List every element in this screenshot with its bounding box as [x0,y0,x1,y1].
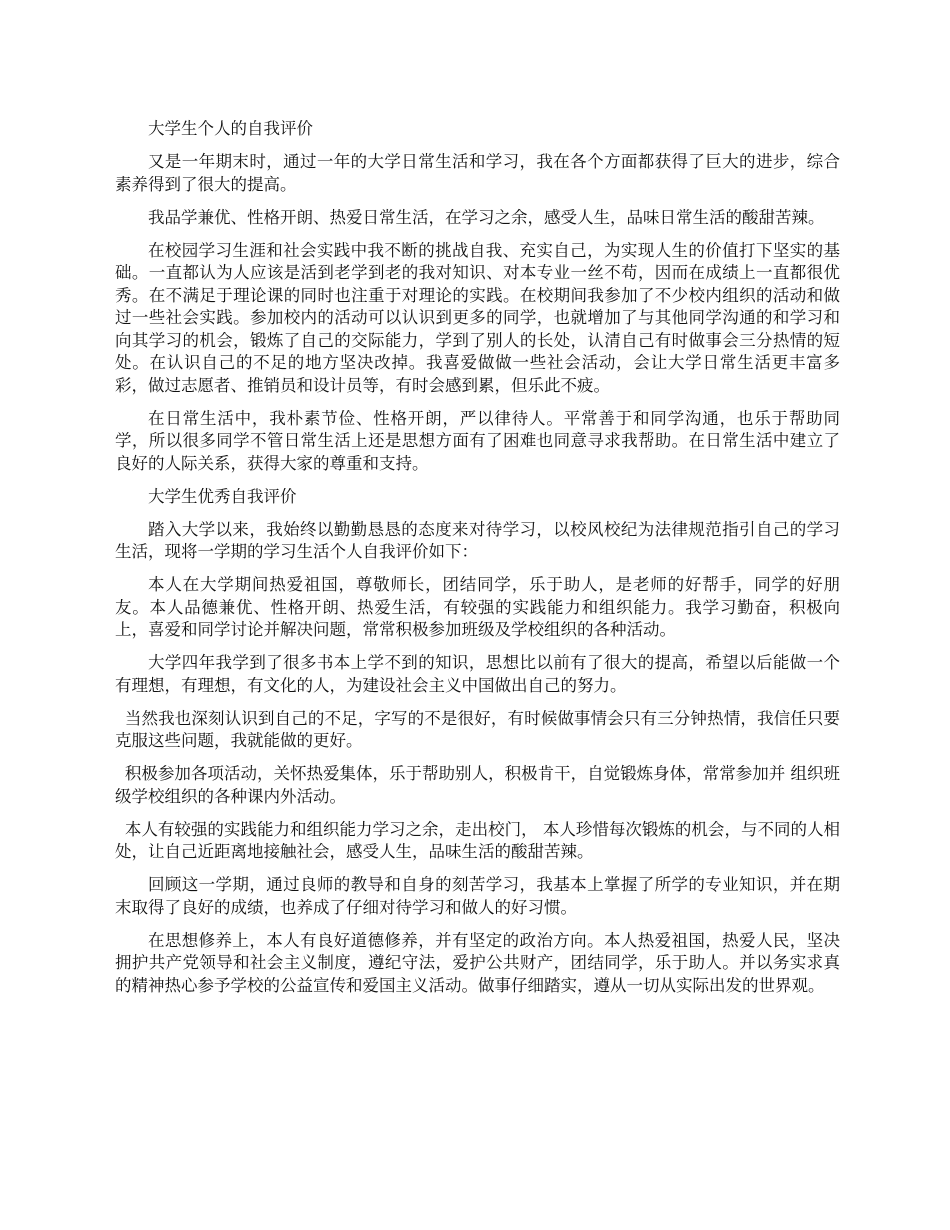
document-page [115,118,840,1008]
paragraph-character: 我品学兼优、性格开朗、热爱日常生活，在学习之余，感受人生，品味日常生活的酸甜苦辣。 [148,207,825,227]
paragraph-attitude: 踏入大学以来，我始终以勤勤恳恳的态度来对待学习，以校风校纪为法律规范指引自己的学习生活，现将一学期的学习生活个人自我评价如下： [115,519,840,561]
paragraph-review: 回顾这一学期，通过良师的教导和自身的刻苦学习，我基本上掌握了所学的专业知识，并在期末取得了良好的成绩，也养成了仔细对待学习和做人的好习惯。 [115,875,840,917]
paragraph-daily-life: 在日常生活中，我朴素节俭、性格开朗，严以律待人。平常善于和同学沟通，也乐于帮助同学，所以很多同学不管日常生活上还是思想方面有了困难也同意寻求我帮助。在日常生活中建立了良好的人际关系，获得大家的尊重和支持。 [115,408,840,473]
paragraph-activities: 积极参加各项活动，关怀热爱集体，乐于帮助别人，积极肯干，自觉锻炼身体，常常参加并 组织班级学校组织的各种课内外活动。 [115,764,840,806]
section-title-personal-evaluation: 大学生个人的自我评价 [148,119,313,138]
paragraph-campus-practice: 在校园学习生涯和社会实践中我不断的挑战自我、充实自己，为实现人生的价值打下坚实的基础。一直都认为人应该是活到老学到老的我对知识、对本专业一丝不苟，因而在成绩上一直都很优秀。在不满足于理论课的同时也注重于对理论的实践。在校期间我参加了不少校内组织的活动和做过一些社会实践。参加校内的活动可以认识到更多的同学，也就增加了与其他同学沟通的和学习和向其学习的机会，锻炼了自己的交际能力，学到了别人的长处，认清自己有时做事会三分热情的短处。在认识自己的不足的地方坚决改掉。我喜爱做做一些社会活动，会让大学日常生活更丰富多彩，做过志愿者、推销员和设计员等，有时会感到累，但乐此不疲。 [115,240,840,395]
section-title-excellent-evaluation: 大学生优秀自我评价 [148,486,297,506]
paragraph-practice-ability: 本人有较强的实践能力和组织能力学习之余，走出校门， 本人珍惜每次锻炼的机会，与不同的人相处，让自己近距离地接触社会，感受人生，品味生活的酸甜苦辣。 [115,819,840,861]
paragraph-ideology: 在思想修养上，本人有良好道德修养，并有坚定的政治方向。本人热爱祖国，热爱人民，坚决拥护共产党领导和社会主义制度，遵纪守法，爱护公共财产，团结同学，乐于助人。并以务实求真的精神热心参予学校的公益宣传和爱国主义活动。做事仔细踏实，遵从一切从实际出发的世界观。 [115,930,840,995]
paragraph-intro: 又是一年期末时，通过一年的大学日常生活和学习，我在各个方面都获得了巨大的进步，综合素养得到了很大的提高。 [115,152,840,194]
paragraph-four-years: 大学四年我学到了很多书本上学不到的知识，思想比以前有了很大的提高，希望以后能做一个有理想，有理想，有文化的人，为建设社会主义中国做出自己的努力。 [115,653,840,695]
paragraph-shortcomings: 当然我也深刻认识到自己的不足，字写的不是很好，有时候做事情会只有三分钟热情，我信任只要 克服这些问题，我就能做的更好。 [115,708,840,750]
paragraph-patriotism: 本人在大学期间热爱祖国，尊敬师长，团结同学，乐于助人，是老师的好帮手，同学的好朋友。本人品德兼优、性格开朗、热爱生活，有较强的实践能力和组织能力。我学习勤奋，积极向上，喜爱和同学讨论并解决问题，常常积极参加班级及学校组织的各种活动。 [115,575,840,639]
